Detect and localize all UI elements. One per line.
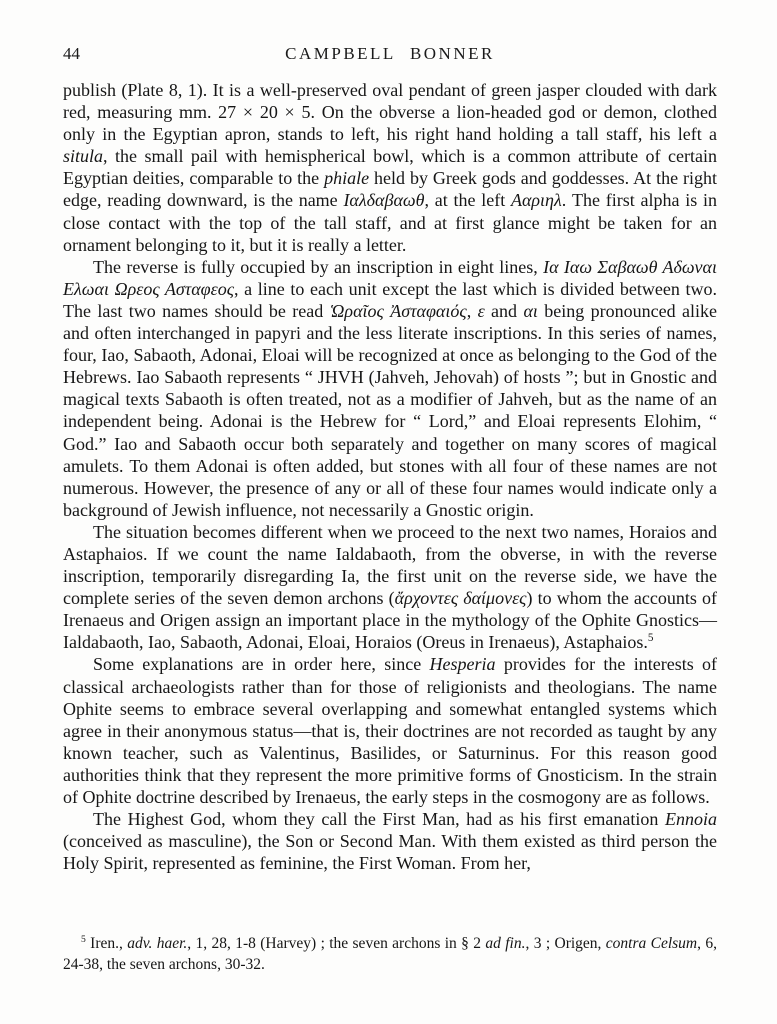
text-run: , 6, 24-38, the seven archons, 30-32.	[63, 935, 718, 973]
text-run: , 3 ; Origen,	[525, 935, 606, 952]
italic-text-run: adv. haer.	[127, 935, 188, 952]
text-run: Iren.,	[85, 935, 128, 952]
text-run: (conceived as masculine), the Son or Second Man. With them existed as third person the Holy Spirit, represented as feminine, the First Woman. From her,	[63, 831, 717, 874]
text-run: . The first alpha is in close contact with the top of the tall staff, and at first glance might be taken for an ornament belonging to it, but it is really a letter.	[63, 190, 717, 255]
text-run: , the small pail with hemispherical bowl, which is a common attribute of certain Egyptian deities, comparable to the	[63, 146, 717, 189]
text-run: held by Greek gods and goddesses. At the right edge, reading downward, is the name	[63, 168, 717, 211]
italic-text-run: ad fin.	[485, 935, 526, 952]
italic-text-run: Ααριηλ	[510, 190, 562, 211]
italic-text-run: Ια Ιαω Σαβαωθ Αδωναι Ελωαι Ωρεος Ασταφεος	[63, 256, 717, 299]
superscript-reference: 5	[81, 933, 86, 945]
italic-text-run: Ὡραῖος Ἀσταφαιός	[329, 300, 467, 321]
footnote-block	[63, 933, 717, 975]
running-head: CAMPBELL BONNER	[285, 44, 495, 63]
paragraph	[63, 808, 717, 874]
paragraph	[63, 653, 717, 808]
italic-text-run: αι	[523, 300, 538, 321]
text-run: The reverse is fully occupied by an inscription in eight lines,	[93, 256, 544, 277]
italic-text-run: Ennoia	[665, 809, 717, 830]
text-run: The Highest God, whom they call the First Man, had as his first emanation	[93, 809, 665, 830]
body-text	[63, 79, 717, 874]
superscript-reference: 5	[647, 632, 654, 645]
text-run: , 1, 28, 1-8 (Harvey) ; the seven archons in § 2	[187, 935, 486, 952]
italic-text-run: ε	[477, 300, 485, 321]
italic-text-run: Ιαλδαβαωθ	[343, 190, 425, 211]
italic-text-run: ἄρχοντες δαίμονες	[394, 588, 527, 609]
paragraph	[63, 79, 717, 256]
footnote-text	[63, 933, 717, 975]
italic-text-run: Hesperia	[429, 654, 496, 675]
text-run: Some explanations are in order here, since	[93, 654, 430, 675]
paragraph	[63, 521, 717, 654]
text-run: The situation becomes different when we proceed to the next two names, Horaios and Astaphaios. If we count the name Ialdabaoth, from the obverse, in with the reverse inscription, temporarily disregarding Ia, the first unit on the reverse side, we have the complete series of the seven demon archons (	[63, 521, 717, 609]
text-run: provides for the interests of classical archaeologists rather than for those of religionists and theologians. The name Ophite seems to embrace several overlapping and somewhat entangled systems which agree in their anonymous status—that is, their doctrines are not recorded as taught by any known teacher, such as Valentinus, Basilides, or Saturninus. For this reason good authorities think that they represent the more primitive forms of Gnosticism. In the strain of Ophite doctrine described by Irenaeus, the early steps in the cosmogony are as follows.	[63, 654, 718, 807]
italic-text-run: situla	[63, 146, 104, 167]
text-run: being pronounced alike and often interchanged in papyri and the less literate inscriptions. In this series of names, four, Iao, Sabaoth, Adonai, Eloai will be recognized at once as belonging to the God of the Hebrews. Iao Sabaoth represents “ JHVH (Jahveh, Jehovah) of hosts ”; but in Gnostic and magical texts Sabaoth is often treated, not as a modifier of Jahveh, but as the name of an independent being. Adonai is the Hebrew for “ Lord,” and Eloai represents Elohim, “ God.” Iao and Sabaoth occur both separately and together on many scores of magical amulets. To them Adonai is often added, but stones with all four of these names are not numerous. However, the presence of any or all of these four names would indicate only a background of Jewish influence, not necessarily a Gnostic origin.	[63, 300, 717, 520]
text-run: ) to whom the accounts of Irenaeus and Origen assign an important place in the mythology of the Ophite Gnostics—Ialdabaoth, Iao, Sabaoth, Adonai, Eloai, Horaios (Oreus in Irenaeus), Astaphaios.	[63, 588, 717, 653]
page-number: 44	[63, 44, 80, 63]
text-run: ,	[466, 300, 478, 321]
paragraph	[63, 256, 717, 521]
text-run: and	[484, 300, 524, 321]
page-header	[63, 44, 717, 66]
text-run: publish (Plate 8, 1). It is a well-preserved oval pendant of green jasper clouded with dark red, measuring mm. 27 × 20 × 5. On the obverse a lion-headed god or demon, clothed only in the Egyptian apron, stands to left, his right hand holding a tall staff, his left a	[63, 80, 717, 145]
italic-text-run: phiale	[324, 168, 370, 189]
text-run: , at the left	[424, 190, 511, 211]
text-run: , a line to each unit except the last which is divided between two. The last two names should be read	[63, 278, 717, 321]
italic-text-run: contra Celsum	[605, 935, 698, 952]
